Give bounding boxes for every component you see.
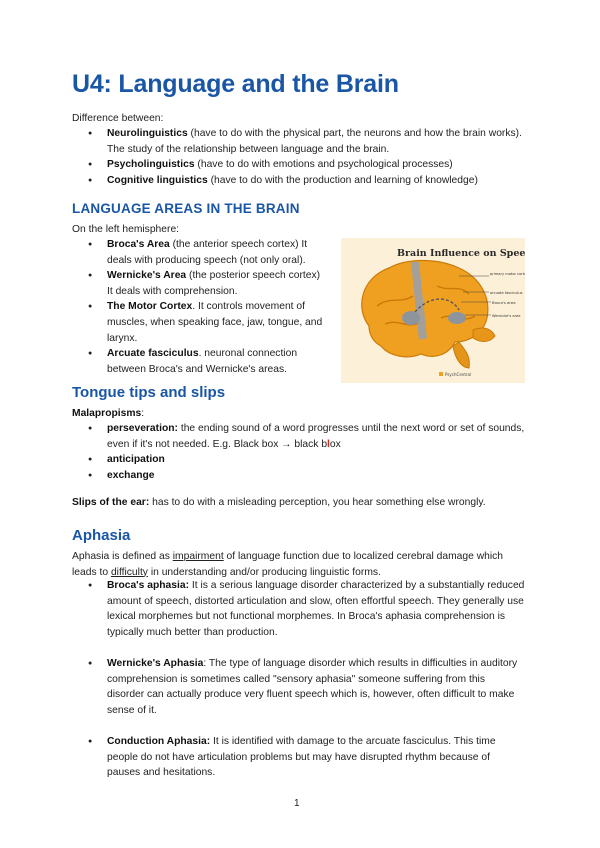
def-text: of language function due to localized cerebral damage which leads to [72, 551, 504, 578]
page-title: U4: Language and the Brain [72, 70, 399, 98]
figure-label: primary motor cortex [490, 272, 525, 276]
list-item [107, 656, 525, 718]
malapropisms-label [72, 406, 144, 422]
cerebellum [473, 328, 495, 342]
wernickes-area-mark [448, 312, 466, 324]
brocas-area-mark [402, 311, 420, 325]
term: Arcuate fasciculus [107, 348, 199, 360]
description: (have to do with the physical part, the neurons and how the brain works). The study of the relationship between language and the brain. [107, 128, 522, 155]
aphasia-definition [72, 549, 522, 580]
list-item [107, 452, 527, 468]
description: : The type of language disorder which results in difficulties in auditory comprehension is sometimes called "sensory aphasia" someone suffering from this disorder can actually produce very fluent speech which is, however, often difficult to make sense of it. [107, 657, 518, 716]
malapropisms-term: Malapropisms [72, 408, 142, 419]
term: Wernicke's Area [107, 270, 187, 282]
areas-list [107, 237, 327, 377]
term: Slips of the ear: [72, 497, 150, 508]
list-item [107, 237, 327, 268]
figure-title: Brain Influence on Speech [397, 248, 525, 259]
description: (have to do with the production and learning of knowledge) [207, 174, 478, 186]
brain-illustration [341, 238, 525, 383]
list-item [107, 346, 327, 377]
figure-label: Wernicke's area [492, 314, 521, 318]
aphasia-list [107, 578, 525, 796]
section-heading-aphasia: Aphasia [72, 527, 131, 544]
description-tail: ox [329, 438, 341, 450]
description: the ending sound of a word progresses until the next word or set of sounds, even if it's not needed. E.g. Black box → black b [107, 423, 525, 450]
def-underline: impairment [172, 551, 224, 562]
figure-label: arcuate fasciculus [490, 291, 523, 295]
term: The Motor Cortex [107, 301, 193, 313]
brain-stem [453, 342, 469, 368]
term: Cognitive linguistics [107, 174, 208, 186]
brain-figure [341, 238, 525, 383]
highlight-letter: l [327, 438, 330, 450]
slips-of-ear [72, 495, 532, 511]
list-item [107, 734, 525, 781]
term: exchange [107, 469, 155, 481]
list-item [107, 126, 527, 157]
description: . neuronal connection between Broca's and Wernicke's areas. [107, 348, 298, 375]
term: Neurolinguistics [107, 128, 188, 139]
list-item [107, 173, 527, 189]
description: has to do with a misleading perception, you hear something else wrongly. [149, 497, 486, 508]
list-item [107, 578, 525, 640]
malapropisms-colon: : [141, 408, 145, 419]
section-heading-language-areas: LANGUAGE AREAS IN THE BRAIN [72, 201, 300, 216]
term: perseveration: [107, 423, 178, 434]
term: Wernicke's Aphasia [107, 657, 204, 669]
figure-label: Broca's area [492, 300, 516, 305]
term: Broca's Area [107, 239, 170, 250]
areas-lead: On the left hemisphere: [72, 224, 180, 235]
term: Broca's aphasia: [107, 580, 189, 591]
list-item [107, 299, 327, 346]
list-item [107, 468, 527, 484]
description: . It controls movement of muscles, when speaking face, jaw, tongue, and larynx. [107, 301, 323, 344]
description: (the posterior speech cortex) It deals with comprehension. [107, 270, 321, 297]
list-item [107, 268, 327, 299]
term: Psycholinguistics [107, 159, 195, 171]
description: (the anterior speech cortex) It deals with producing speech (not only oral). [107, 239, 308, 266]
def-underline: difficulty [110, 566, 148, 578]
section-heading-tongue-tips: Tongue tips and slips [72, 384, 226, 401]
brain-shape [362, 261, 488, 357]
def-text: in understanding and/or producing linguistic forms. [147, 566, 381, 578]
term: Conduction Aphasia: [107, 735, 211, 747]
intro-lead: Difference between: [72, 113, 164, 124]
slips-list [107, 421, 527, 483]
description: (have to do with emotions and psychological processes) [194, 159, 453, 171]
term: anticipation [107, 454, 165, 466]
description: It is a serious language disorder characterized by a substantially reduced amount of speech, distorted articulation and slow, often effortful speech. They generally use lexical morphemes but not functional morphemes. In Broca's aphasia comprehension is typically much better than production. [107, 580, 525, 638]
def-text: Aphasia is defined as [72, 551, 173, 562]
credit-logo [439, 372, 443, 376]
list-item [107, 157, 527, 173]
figure-credit: PsychCentral [445, 372, 472, 377]
list-item [107, 421, 527, 452]
intro-list [107, 126, 527, 188]
page-number: 1 [294, 798, 300, 809]
description: It is identified with damage to the arcuate fasciculus. This time people do not have articulation problems but may have disrupted rhythm because of pauses and hesitations. [107, 735, 496, 779]
